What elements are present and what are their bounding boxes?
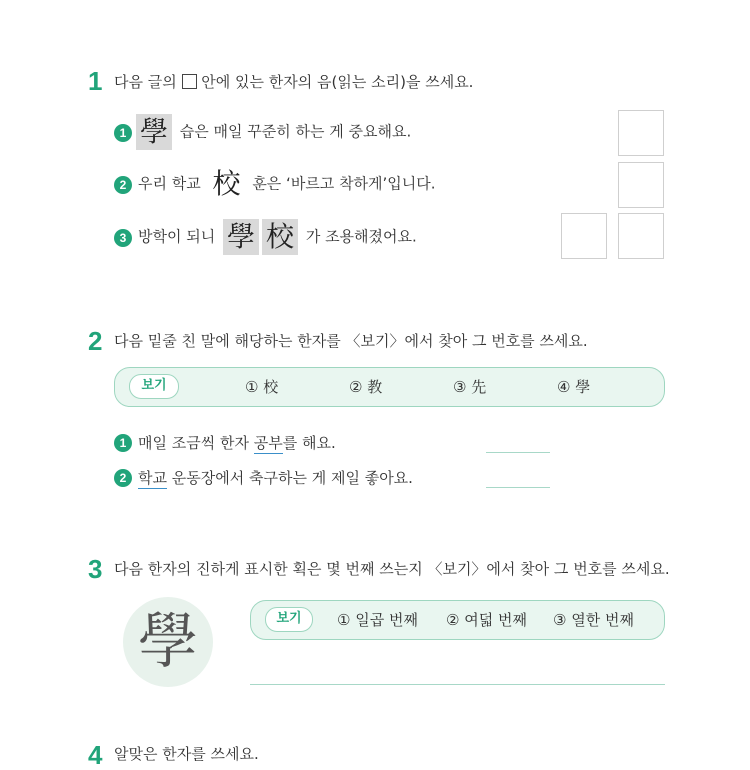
q1-item-3 bbox=[138, 219, 417, 255]
question-2-instruction: 다음 밑줄 친 말에 해당하는 한자를 〈보기〉에서 찾아 그 번호를 쓰세요. bbox=[114, 332, 588, 350]
answer-box[interactable] bbox=[618, 162, 664, 208]
hanja-char: 學 bbox=[136, 114, 172, 150]
option-1: ① 校 bbox=[245, 378, 279, 396]
example-label: 보기 bbox=[129, 374, 179, 399]
sentence-text: 운동장에서 축구하는 게 제일 좋아요. bbox=[166, 469, 413, 487]
question-1-instruction bbox=[114, 72, 473, 92]
question-3-instruction: 다음 한자의 진하게 표시한 획은 몇 번째 쓰는지 〈보기〉에서 찾아 그 번호를 쓰세요. bbox=[114, 560, 670, 578]
instruction-pre: 다음 글의 bbox=[114, 73, 177, 91]
sentence-text: 를 해요. bbox=[282, 434, 336, 452]
answer-line[interactable] bbox=[486, 487, 550, 488]
example-box bbox=[250, 600, 665, 640]
option-1: ① 일곱 번째 bbox=[337, 611, 418, 629]
answer-box[interactable] bbox=[561, 213, 607, 259]
item-number-badge: 1 bbox=[114, 124, 132, 142]
q1-item-1 bbox=[136, 114, 411, 150]
sentence-text: 우리 학교 bbox=[138, 174, 201, 193]
answer-line[interactable] bbox=[486, 452, 550, 453]
square-box-icon bbox=[182, 74, 197, 89]
option-2: ② 教 bbox=[349, 378, 383, 396]
answer-box[interactable] bbox=[618, 110, 664, 156]
answer-box[interactable] bbox=[618, 213, 664, 259]
option-2: ② 여덟 번째 bbox=[446, 611, 527, 629]
option-3: ③ 先 bbox=[453, 378, 487, 396]
question-number-1: 1 bbox=[88, 66, 103, 96]
item-number-badge: 2 bbox=[114, 469, 132, 487]
option-4: ④ 學 bbox=[557, 378, 591, 396]
character-circle bbox=[123, 597, 213, 687]
hanja-char: 校 bbox=[212, 167, 241, 200]
sentence-text: 습은 매일 꾸준히 하는 게 중요해요. bbox=[179, 122, 412, 141]
example-label: 보기 bbox=[265, 607, 313, 632]
item-number-badge: 2 bbox=[114, 176, 132, 194]
answer-line[interactable] bbox=[250, 684, 665, 685]
sentence-text: 훈은 ‘바르고 착하게’입니다. bbox=[252, 174, 436, 193]
item-number-badge: 1 bbox=[114, 434, 132, 452]
q1-item-2 bbox=[138, 166, 436, 202]
question-number-4: 4 bbox=[88, 740, 103, 770]
hanja-char: 校 bbox=[262, 219, 298, 255]
sentence-text: 방학이 되니 bbox=[138, 227, 216, 246]
question-number-2: 2 bbox=[88, 326, 103, 356]
example-box bbox=[114, 367, 665, 407]
sentence-text: 가 조용해졌어요. bbox=[305, 227, 417, 246]
option-3: ③ 열한 번째 bbox=[553, 611, 634, 629]
hanja-char: 學 bbox=[223, 219, 259, 255]
underlined-word: 학교 bbox=[138, 469, 167, 487]
question-number-3: 3 bbox=[88, 554, 103, 584]
item-number-badge: 3 bbox=[114, 229, 132, 247]
instruction-post: 안에 있는 한자의 음(읽는 소리)을 쓰세요. bbox=[201, 73, 474, 91]
hanja-character: 學 bbox=[138, 607, 198, 677]
q2-item-1 bbox=[138, 432, 336, 454]
question-4-instruction: 알맞은 한자를 쓰세요. bbox=[114, 745, 259, 763]
underlined-word: 공부 bbox=[253, 434, 283, 452]
q2-item-2 bbox=[138, 467, 413, 489]
sentence-text: 매일 조금씩 한자 bbox=[138, 434, 254, 452]
